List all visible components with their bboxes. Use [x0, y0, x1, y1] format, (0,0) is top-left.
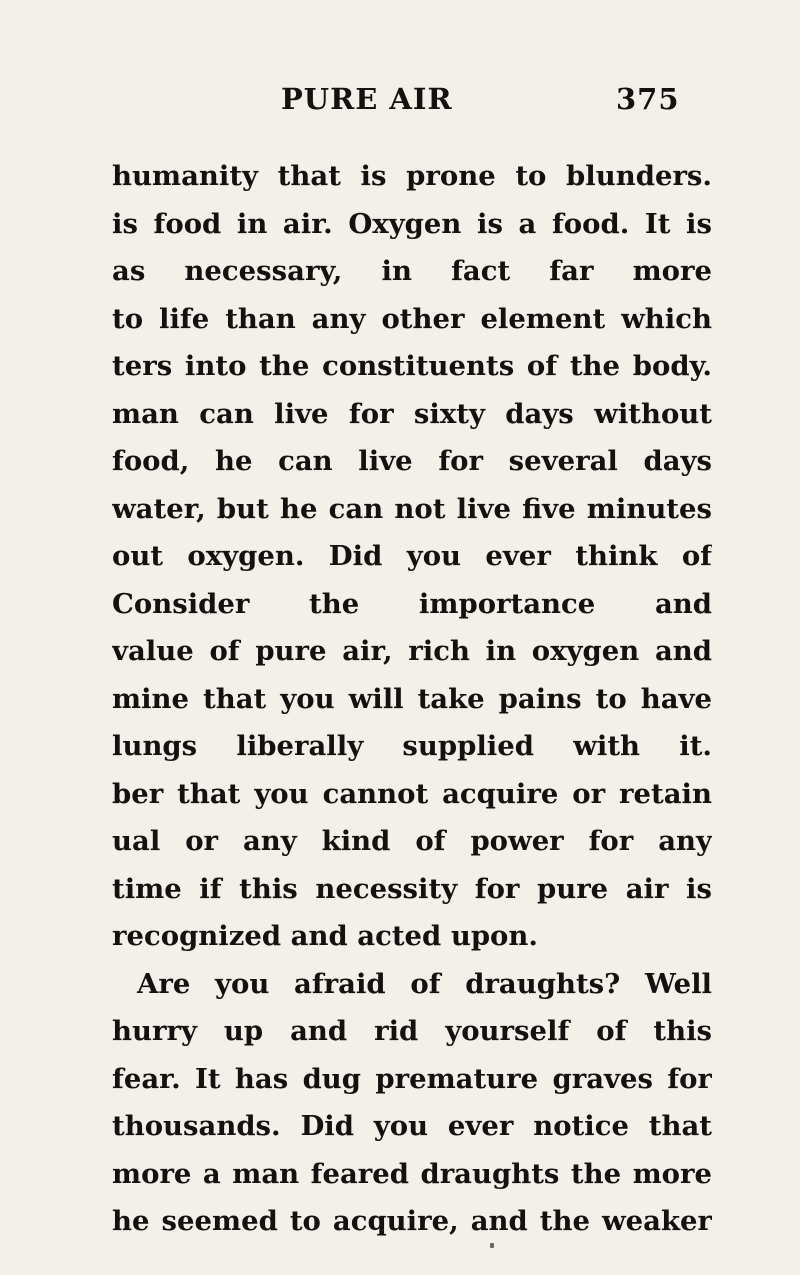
text-line: Are you afraid of draughts? Well — [137, 967, 712, 1000]
text-line: thousands. Did you ever notice that — [112, 1110, 712, 1142]
running-head: PURE AIR — [281, 82, 453, 116]
text-line: ber that you cannot acquire or retain — [112, 777, 712, 810]
text-line: value of pure air, rich in oxygen and — [112, 635, 712, 667]
text-line: man can live for sixty days without — [112, 397, 712, 430]
text-line: hurry up and rid yourself of this — [112, 1015, 712, 1047]
page-header — [0, 82, 800, 122]
text-line: ters into the constituents of the body. — [112, 350, 712, 382]
body-text — [112, 153, 712, 1246]
text-line: ual or any kind of power for any — [112, 825, 712, 857]
text-line: as necessary, in fact far more — [112, 255, 712, 287]
text-line: humanity that is prone to blunders. — [112, 160, 712, 192]
text-line: out oxygen. Did you ever think of — [112, 540, 712, 572]
text-line: food, he can live for several days — [112, 445, 712, 477]
text-line: recognized and acted upon. — [112, 920, 538, 952]
text-line: time if this necessity for pure air is — [112, 872, 712, 905]
text-line: fear. It has dug premature graves for — [112, 1062, 712, 1095]
text-line: more a man feared draughts the more — [112, 1157, 712, 1190]
text-line: Consider the importance and — [112, 587, 712, 620]
text-line: he seemed to acquire, and the weaker — [112, 1205, 712, 1237]
print-speck — [490, 1243, 494, 1248]
text-line: mine that you will take pains to have — [112, 682, 712, 715]
text-line: lungs liberally supplied with it. — [112, 730, 712, 762]
text-line: water, but he can not live five minutes — [112, 492, 712, 525]
page-number: 375 — [616, 82, 680, 116]
text-line: to life than any other element which — [112, 302, 712, 335]
text-line: is food in air. Oxygen is a food. It is — [112, 207, 712, 240]
